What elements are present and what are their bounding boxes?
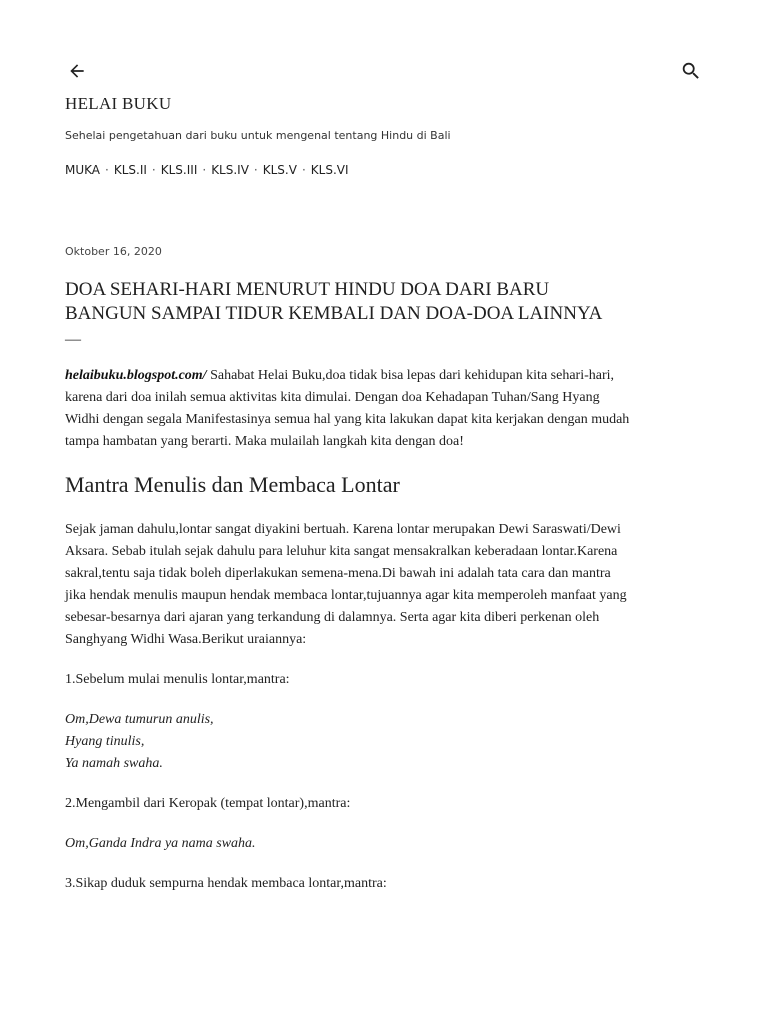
site-title[interactable]: HELAI BUKU: [65, 94, 172, 113]
item-3-label: 3.Sikap duduk sempurna hendak membaca lontar,mantra:: [65, 876, 387, 891]
intro-text: Sahabat Helai Buku,doa tidak bisa lepas dari kehidupan kita sehari-hari, karena dari doa inilah semua aktivitas kita dimulai. Dengan doa Kehadapan Tuhan/Sang Hyang Widhi dengan segala Manifestasinya semua hal yang kita lakukan dapat kita kerjakan dengan mudah tampa hambatan yang berarti. Maka mulailah langkah kita dengan doa!: [65, 368, 630, 449]
section-paragraph: Sejak jaman dahulu,lontar sangat diyakini bertuah. Karena lontar merupakan Dewi Saraswati/Dewi Aksara. Sebab itulah sejak dahulu para leluhur kita sangat mensakralkan keberadaan lontar.Karena sakral,tentu saja tidak boleh diperlakukan semena-mena.Di bawah ini adalah tata cara dan mantra jika hendak menulis maupun hendak membaca lontar,tujuannya agar kita memperoleh manfaat yang sebesar-besarnya dari ajaran yang terkandung di dalamnya. Serta agar kita diberi perkenan oleh Sanghyang Widhi Wasa.Berikut uraiannya:: [65, 522, 627, 647]
blog-link[interactable]: helaibuku.blogspot.com/: [65, 368, 207, 383]
site-tagline: Sehelai pengetahuan dari buku untuk mengenal tentang Hindu di Bali: [65, 129, 451, 142]
nav-item-kls-vi[interactable]: KLS.VI: [310, 163, 349, 177]
nav-item-kls-iii[interactable]: KLS.III: [160, 163, 198, 177]
mantra-line: Ya namah swaha.: [65, 756, 163, 771]
arrow-left-icon: [67, 61, 87, 81]
nav-separator: ·: [151, 163, 156, 177]
section-heading: Mantra Menulis dan Membaca Lontar: [65, 472, 400, 497]
search-button[interactable]: [677, 57, 705, 85]
post-body: [65, 365, 630, 913]
page-nav: [65, 163, 349, 177]
item-1-mantra: [65, 709, 630, 775]
mantra-line: Hyang tinulis,: [65, 734, 145, 749]
top-bar: [0, 0, 768, 100]
nav-separator: ·: [301, 163, 306, 177]
back-button[interactable]: [63, 57, 91, 85]
nav-item-kls-iv[interactable]: KLS.IV: [211, 163, 249, 177]
nav-item-muka[interactable]: MUKA: [65, 163, 101, 177]
post-date: Oktober 16, 2020: [65, 245, 162, 258]
post-title: DOA SEHARI-HARI MENURUT HINDU DOA DARI BARU BANGUN SAMPAI TIDUR KEMBALI DAN DOA-DOA LAINNYA: [65, 279, 603, 324]
search-icon: [680, 60, 702, 82]
title-dash: —: [65, 331, 81, 348]
mantra-line: Om,Dewa tumurun anulis,: [65, 712, 214, 727]
nav-item-kls-v[interactable]: KLS.V: [262, 163, 297, 177]
item-2-label: 2.Mengambil dari Keropak (tempat lontar),mantra:: [65, 796, 351, 811]
nav-item-kls-ii[interactable]: KLS.II: [113, 163, 147, 177]
item-2-mantra: Om,Ganda Indra ya nama swaha.: [65, 836, 256, 851]
nav-separator: ·: [105, 163, 109, 177]
item-1-label: 1.Sebelum mulai menulis lontar,mantra:: [65, 672, 290, 687]
nav-separator: ·: [202, 163, 207, 177]
intro-paragraph: [65, 365, 630, 453]
nav-separator: ·: [253, 163, 258, 177]
